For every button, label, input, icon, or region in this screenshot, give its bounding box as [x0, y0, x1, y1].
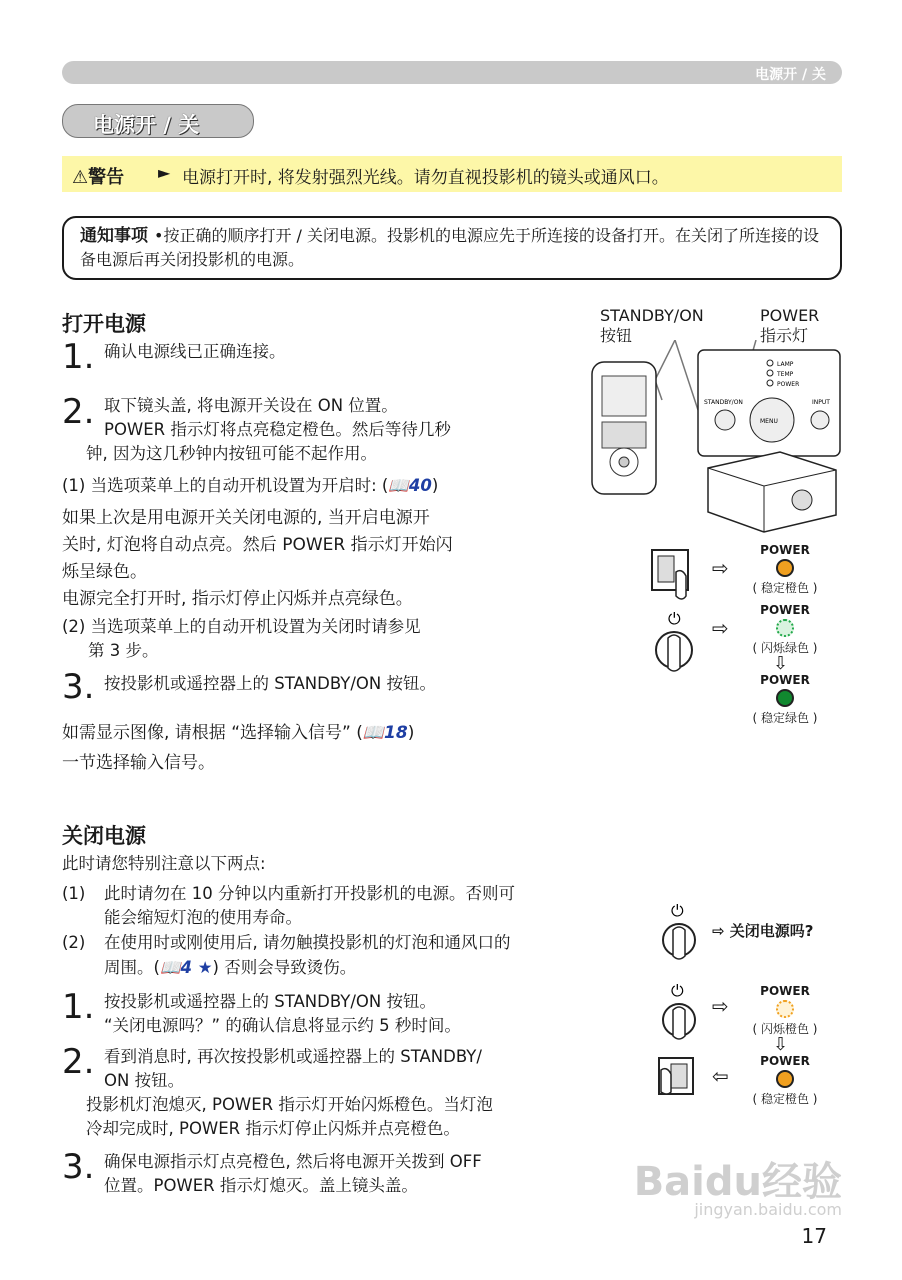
panel-temp-label: TEMP — [777, 371, 794, 378]
off-step3-num: 3. — [62, 1147, 95, 1187]
indicator-orange-icon — [776, 1070, 794, 1088]
on-sub1-ref: 40 — [408, 476, 432, 495]
on-display-text-a: 如需显示图像, 请根据 “选择输入信号” ( — [62, 723, 363, 743]
on-step1-text: 确认电源线已正确连接。 — [104, 342, 286, 361]
state-on-3-title: POWER — [760, 673, 810, 687]
state-on-1-caption: ( 稳定橙色 ) — [752, 581, 818, 595]
off-intro: 此时请您特别注意以下两点: — [62, 854, 266, 873]
state-on-1 — [745, 543, 825, 596]
off-step3-line1: 确保电源指示灯点亮橙色, 然后将电源开关拨到 OFF — [104, 1152, 482, 1171]
power-off-heading: 关闭电源 — [62, 824, 146, 848]
off-step2-num: 2. — [62, 1042, 95, 1082]
on-sub2-line1: (2) 当选项菜单上的自动开机设置为关闭时请参见 — [62, 617, 421, 636]
watermark-brand: Baidu经验 — [633, 1159, 842, 1205]
state-off-1-caption: ( 闪烁橙色 ) — [752, 1022, 818, 1036]
power-symbol-icon: ⏻ — [671, 901, 684, 920]
on-sub1-suffix: ) — [431, 476, 439, 495]
state-on-2-caption: ( 闪烁绿色 ) — [752, 641, 818, 655]
off-note2-text-a: 周围。( — [104, 958, 160, 977]
on-display-ref: 18 — [384, 723, 408, 743]
state-off-2 — [745, 1054, 825, 1107]
power-on-heading: 打开电源 — [62, 312, 146, 336]
state-off-1-title: POWER — [760, 984, 810, 998]
off-step2-line4: 冷却完成时, POWER 指示灯停止闪烁并点亮橙色。 — [86, 1119, 460, 1138]
notice-box — [62, 216, 842, 280]
on-sub1 — [62, 474, 438, 498]
off-step1-line2: “关闭电源吗？” 的确认信息将显示约 5 秒时间。 — [104, 1016, 461, 1035]
on-display-text-b: ) — [407, 723, 415, 743]
header-section: 电源开 / 关 — [755, 67, 826, 83]
power-symbol-icon: ⏻ — [671, 981, 684, 1000]
on-step2-line1: 取下镜头盖, 将电源开关设在 ON 位置。 — [104, 396, 398, 415]
fig-power-label-1: POWER — [760, 306, 820, 325]
off-note2-text-b: ) 否则会导致烫伤。 — [212, 958, 357, 977]
fig-power-label-2: 指示灯 — [760, 326, 809, 345]
remote-control-icon — [592, 362, 656, 494]
state-on-3 — [745, 673, 825, 726]
on-para1-line1: 如果上次是用电源开关关闭电源的, 当开启电源开 — [62, 508, 430, 528]
power-switch-icon — [659, 1058, 693, 1094]
projector-icon — [708, 452, 836, 532]
indicator-green-icon — [776, 689, 794, 707]
title-pill — [62, 104, 254, 138]
on-sub1-prefix: (1) 当选项菜单上的自动开机设置为开启时: ( — [62, 476, 389, 495]
off-note1-num: (1) — [62, 884, 86, 903]
off-step1-line1: 按投影机或遥控器上的 STANDBY/ON 按钮。 — [104, 992, 436, 1011]
off-step1-num: 1. — [62, 987, 95, 1027]
notice-label: 通知事项 — [80, 226, 148, 246]
off-step2-line2: ON 按钮。 — [104, 1071, 185, 1090]
warning-label: ⚠警告 — [72, 167, 125, 188]
on-step3-text: 按投影机或遥控器上的 STANDBY/ON 按钮。 — [104, 674, 436, 693]
book-icon: 📖 — [362, 723, 385, 743]
on-para1-line3: 烁呈绿色。 — [62, 562, 147, 582]
on-step1-num: 1. — [62, 337, 95, 377]
remote-and-projector-illustration — [580, 340, 842, 540]
page-number: 17 — [801, 1224, 827, 1248]
header-bar — [62, 61, 842, 84]
indicator-orange-icon — [776, 559, 794, 577]
page-title: 电源开 / 关 — [93, 113, 200, 137]
off-step2-line3: 投影机灯泡熄灭, POWER 指示灯开始闪烁橙色。当灯泡 — [86, 1095, 493, 1114]
state-on-2 — [745, 603, 825, 656]
arrow-down-icon: ⇩ — [773, 653, 789, 674]
state-off-2-title: POWER — [760, 1054, 810, 1068]
notice-text: •按正确的顺序打开 / 关闭电源。投影机的电源应先于所连接的设备打开。在关闭了所连接的设备电源后再关闭投影机的电源。 — [80, 226, 820, 269]
arrow-right-icon: ⇨ — [712, 994, 729, 1018]
on-step2-line3: 钟, 因为这几秒钟内按钮可能不起作用。 — [86, 444, 377, 463]
standby-button-icon — [663, 981, 695, 1039]
panel-standby-label: STANDBY/ON — [704, 399, 743, 406]
power-off-illustration — [655, 898, 715, 1098]
on-para1-line2: 关时, 灯泡将自动点亮。然后 POWER 指示灯开始闪 — [62, 535, 453, 555]
off-note2-line2 — [104, 956, 356, 980]
indicator-blinking-green-icon — [776, 619, 794, 637]
arrow-down-icon: ⇩ — [773, 1034, 789, 1055]
power-switch-icon — [652, 550, 688, 599]
indicator-blinking-orange-icon — [776, 1000, 794, 1018]
off-note1-line2: 能会缩短灯泡的使用寿命。 — [104, 908, 302, 927]
off-step3-line2: 位置。POWER 指示灯熄灭。盖上镜头盖。 — [104, 1176, 418, 1195]
standby-button-icon — [656, 609, 692, 671]
off-note2-ref: 4 ★ — [180, 958, 213, 977]
on-display-line1 — [62, 720, 414, 747]
state-on-1-title: POWER — [760, 543, 810, 557]
fig-standby-label-1: STANDBY/ON — [600, 306, 704, 325]
off-confirm-text: ⇨ 关闭电源吗? — [712, 922, 814, 940]
off-note1-line1: 此时请勿在 10 分钟以内重新打开投影机的电源。否则可 — [104, 884, 515, 903]
panel-input-label: INPUT — [812, 399, 830, 406]
power-symbol-icon: ⏻ — [668, 609, 681, 628]
on-display-line2: 一节选择输入信号。 — [62, 753, 215, 773]
state-off-2-caption: ( 稳定橙色 ) — [752, 1092, 818, 1106]
off-note2-line1: 在使用时或刚使用后, 请勿触摸投影机的灯泡和通风口的 — [104, 933, 511, 952]
power-switch-illustration — [648, 542, 718, 672]
state-on-2-title: POWER — [760, 603, 810, 617]
panel-menu-label: MENU — [760, 418, 778, 425]
panel-lamp-label: LAMP — [777, 361, 794, 368]
arrow-right-icon: ⇨ — [712, 616, 729, 640]
on-step2-num: 2. — [62, 392, 95, 432]
on-para1-line4: 电源完全打开时, 指示灯停止闪烁并点亮绿色。 — [62, 589, 413, 609]
warning-text: 电源打开时, 将发射强烈光线。请勿直视投影机的镜头或通风口。 — [182, 168, 669, 188]
panel-power-label: POWER — [777, 381, 800, 388]
watermark-url: jingyan.baidu.com — [694, 1200, 842, 1219]
off-step2-line1: 看到消息时, 再次按投影机或遥控器上的 STANDBY/ — [104, 1047, 482, 1066]
arrow-left-icon: ⇦ — [712, 1064, 729, 1088]
warning-box — [62, 156, 842, 192]
on-step3-num: 3. — [62, 667, 95, 707]
warning-arrow-icon: ► — [158, 163, 171, 182]
fig-standby-label-2: 按钮 — [600, 326, 633, 345]
on-step2-line2: POWER 指示灯将点亮稳定橙色。然后等待几秒 — [104, 420, 451, 439]
book-icon: 📖 — [159, 958, 181, 977]
book-icon: 📖 — [388, 476, 409, 495]
arrow-right-icon: ⇨ — [712, 556, 729, 580]
state-off-1 — [745, 984, 825, 1037]
on-sub2-line2: 第 3 步。 — [88, 641, 159, 660]
state-on-3-caption: ( 稳定绿色 ) — [752, 711, 818, 725]
standby-button-icon — [663, 901, 695, 959]
control-panel-icon — [698, 350, 840, 456]
off-note2-num: (2) — [62, 933, 86, 952]
